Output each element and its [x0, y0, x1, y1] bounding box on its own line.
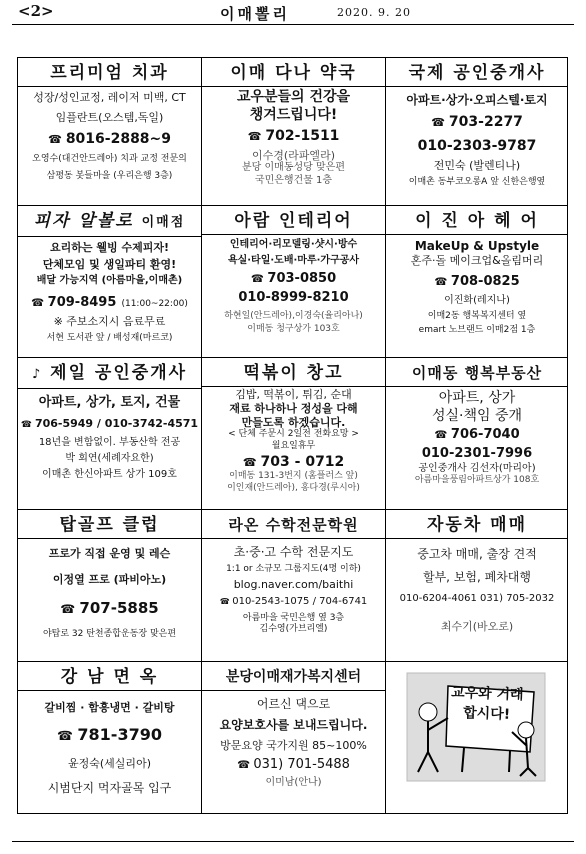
bulletin-date: 2020. 9. 20 [337, 6, 411, 19]
ad-line: 어르신 댁으로 [256, 697, 331, 711]
ad-line: 야탑로 32 탄천종합운동장 맞은편 [42, 629, 177, 640]
ad-title: 아람 인테리어 [202, 208, 385, 235]
ad-line: 아름마을 국민은행 옆 3층 [242, 612, 345, 623]
ad-phone-row [18, 291, 201, 311]
ad-line: 이진화(레지나) [444, 295, 510, 306]
ad-line: 이매동 131-3번지 (홈플러스 앞) [229, 471, 358, 482]
ad-line: 성장/성인교정, 레이저 미백, CT [33, 91, 186, 104]
ad-pizza-alvolo [18, 206, 201, 357]
ad-grid [17, 57, 568, 814]
ad-phone: ☎ 706-7040 [386, 427, 568, 443]
ad-phone: ☎ 8016-2888~9 [18, 131, 201, 149]
ad-jina-hair [386, 206, 568, 357]
ad-line: 요리하는 웰빙 수제피자! [50, 241, 169, 254]
ad-line: 김밥, 떡볶이, 튀김, 순대 [235, 388, 352, 401]
ad-line: 배달 가능지역 (아름마을,이매촌) [36, 274, 183, 286]
ad-top-golf-club [18, 510, 201, 661]
ad-dana-pharmacy [202, 58, 385, 205]
ad-phone: 010-8999-8210 [238, 290, 349, 306]
ad-title: 이 진 아 헤 어 [386, 208, 568, 235]
ad-gukje-realty [386, 58, 568, 205]
ad-phone: ☎ 703 - 0712 [202, 454, 385, 472]
ad-title: 떡볶이 창고 [202, 360, 385, 387]
ad-line: 박 회연(세례자요한) [65, 452, 154, 464]
ad-title [18, 208, 201, 237]
ad-line: 성실·책임 중개 [431, 407, 523, 424]
sign-text: 교우와 거래 합시다! [450, 684, 524, 723]
ad-phone: ☎ 708-0825 [386, 274, 568, 290]
ad-line: 혼주·돌 메이크업&올림머리 [410, 254, 544, 267]
ad-title: 프리미엄 치과 [18, 60, 201, 87]
ad-phone: ☎ 709-8495 [31, 295, 116, 310]
page-header [12, 2, 574, 24]
page-number: <2> [18, 2, 54, 20]
ad-line: 만들도록 하겠습니다. [241, 415, 346, 429]
ad-line: 할부, 보험, 폐차대행 [423, 570, 531, 584]
ad-line: 이인재(안드레아), 홍다경(루시아) [227, 482, 360, 493]
ad-line: 김수영(가브리엘) [259, 623, 328, 634]
ad-line: MakeUp & Upstyle [414, 239, 540, 253]
ad-trade-sign [386, 662, 568, 813]
ad-line: 이매촌 동부코오롱A 앞 신한은행옆 [408, 176, 546, 187]
ad-line: 공인중개사 김선자(마리아) [418, 462, 536, 474]
ad-line: 시범단지 먹자골목 입구 [47, 780, 172, 795]
ad-line: 윤정숙(세실리아) [68, 756, 151, 770]
ad-line: ※ 주보소지시 음료무료 [53, 315, 166, 329]
ad-line: 임플란트(오스템,독일) [55, 110, 164, 124]
ad-line: 국민은행건물 1층 [254, 174, 333, 186]
ad-title: 이매동 행복부동산 [386, 360, 568, 387]
ad-title [18, 360, 201, 389]
ad-line: 방문요양 국가지원 85~100% [220, 739, 367, 752]
ad-line: 이매촌 한신아파트 상가 109호 [42, 469, 177, 481]
ad-title: 분당이매재가복지센터 [202, 664, 385, 691]
ad-phone: ☎ 010-2543-1075 / 704-6741 [202, 596, 385, 609]
ad-raon-math [202, 510, 385, 661]
ad-title: 국제 공인중개사 [386, 60, 568, 87]
ad-line: 삼평동 봇들마을 (우리은행 3층) [46, 171, 173, 182]
ad-line: 이정열 프로 (파비아노) [52, 572, 167, 586]
ad-title: 강 남 면 옥 [18, 664, 201, 691]
ad-line: emart 노브랜드 이매2점 1층 [418, 324, 536, 335]
ad-line: 욕실·타일·도배·마루·가구공사 [227, 254, 360, 266]
ad-imae-welfare-center [202, 662, 385, 813]
ad-line: < 단체 주문시 2일전 전화요망 > [228, 429, 359, 440]
ad-line: 챙겨드립니다! [249, 106, 338, 123]
ad-line: 서현 도서관 앞 / 배성재(마르코) [46, 333, 173, 343]
ad-phone: ☎ 703-2277 [386, 114, 568, 132]
ad-phone: ☎ 781-3790 [18, 725, 201, 745]
ad-line: 갈비찜 · 함흥냉면 · 갈비탕 [44, 701, 175, 714]
ad-line: 이수경(라파엘라) [252, 148, 335, 162]
ad-line: 프로가 직접 운영 및 레슨 [48, 547, 171, 560]
ad-phone: ☎ 031) 701-5488 [202, 757, 385, 773]
ad-line: 아파트, 상가 [438, 390, 516, 406]
ad-jeil-realty [18, 358, 201, 509]
ad-title: 자동차 매매 [386, 512, 568, 539]
ad-line: 이매동 청구상가 103호 [247, 323, 340, 334]
ad-line: 교우분들의 건강을 [236, 89, 351, 105]
footer-rule [12, 841, 574, 842]
ad-phone: 010-2301-7996 [421, 446, 533, 462]
ad-car-trading [386, 510, 568, 661]
ad-tteokbokki-changgo [202, 358, 385, 509]
ad-line: 이미남(안나) [265, 777, 322, 788]
ad-line: 18년을 변함없이. 부동산학 전공 [38, 437, 181, 449]
ad-line: 최수기(바오로) [440, 619, 514, 633]
ad-hours: (11:00~22:00) [121, 299, 188, 309]
ad-phone: 010-6204-4061 031) 705-2032 [399, 593, 555, 604]
ad-title: 이매 다나 약국 [202, 60, 385, 87]
ad-line: 단체모임 및 생일파티 환영! [42, 257, 177, 271]
ad-line: 아파트, 상가, 토지, 건물 [38, 395, 181, 410]
ad-line: 초·중·고 수학 전문지도 [233, 545, 354, 559]
ad-line: 전민숙 (발렌티나) [433, 159, 521, 172]
bell-icon: ♪ [31, 367, 43, 382]
ad-title-main: 피자 알볼로 [33, 211, 134, 231]
ad-aram-interior [202, 206, 385, 357]
ad-phone: 010-2303-9787 [417, 137, 537, 154]
ad-line: 분당 이매동성당 맞은편 [242, 162, 345, 174]
ad-line: 중고차 매매, 출장 견적 [417, 547, 537, 561]
ad-line: 월요일휴무 [271, 440, 316, 451]
ad-line: 1:1 or 소규모 그룹지도(4명 이하) [226, 564, 361, 574]
ad-link: blog.naver.com/baithi [233, 578, 354, 592]
ad-line: 이매2동 행복복지센터 옆 [427, 310, 527, 321]
ad-title-branch: 이매점 [141, 215, 186, 230]
ad-premium-dental [18, 58, 201, 205]
ad-line: 재료 하나하나 정성을 다해 [229, 401, 358, 415]
ad-haengbok-realty [386, 358, 568, 509]
ad-phone: ☎ 703-0850 [202, 271, 385, 287]
ad-phone: ☎ 702-1511 [202, 128, 385, 146]
ad-title-text: 제일 공인중개사 [50, 363, 188, 383]
ad-line: 하현일(안드레아),이경숙(율리아나) [224, 310, 363, 321]
ad-phone: ☎ 706-5949 / 010-3742-4571 [18, 417, 201, 431]
ad-line: 인테리어·리모델링·샷시·방수 [229, 239, 358, 250]
ad-title: 탑골프 클럽 [18, 512, 201, 539]
ad-gangnam-myeonok [18, 662, 201, 813]
ad-phone: ☎ 707-5885 [18, 599, 201, 618]
ad-title: 라온 수학전문학원 [202, 512, 385, 539]
ad-line: 요양보호사를 보내드립니다. [219, 718, 368, 732]
ad-line: 오영수(대건안드레아) 치과 교정 전문의 [32, 154, 187, 164]
ad-line: 아름마을풍림아파트상가 108호 [414, 475, 540, 485]
bulletin-title: 이매뽈리 [220, 5, 290, 23]
ad-line: 아파트·상가·오피스텔·토지 [406, 93, 548, 107]
header-rule [12, 24, 574, 25]
